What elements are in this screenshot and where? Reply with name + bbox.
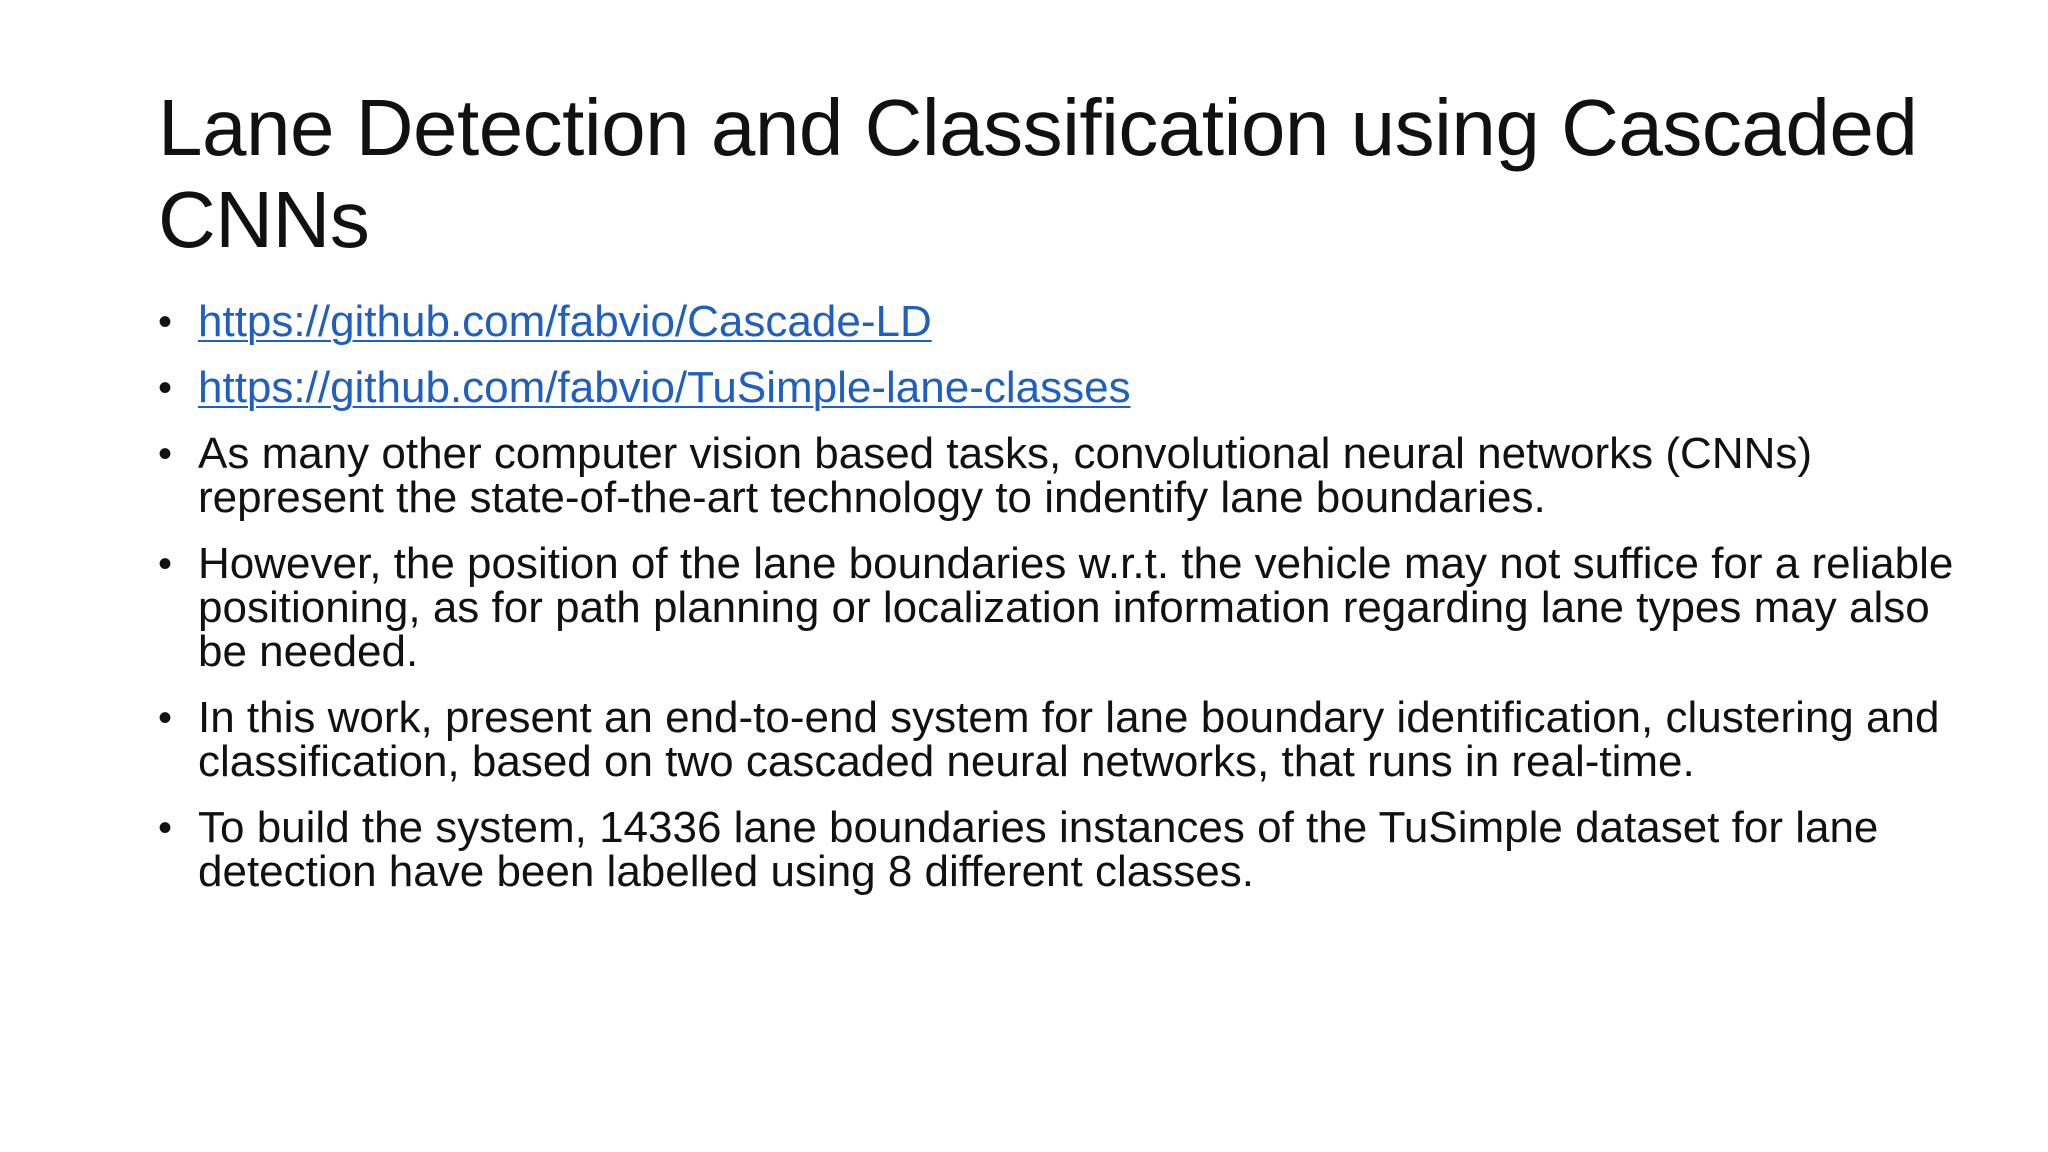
bullet-item-3 xyxy=(158,693,1958,786)
bullet-icon: • xyxy=(158,696,173,740)
bullet-item-link-2 xyxy=(158,363,1958,412)
bullet-text: To build the system, 14336 lane boundaries instances of the TuSimple dataset for lane detection have been labelled using 8 different classes. xyxy=(198,803,1879,896)
bullet-item-4 xyxy=(158,803,1958,896)
bullet-item-2 xyxy=(158,539,1958,676)
tusimple-lane-classes-link[interactable]: https://github.com/fabvio/TuSimple-lane-classes xyxy=(198,363,1131,412)
slide-title: Lane Detection and Classification using Cascaded CNNs xyxy=(158,83,1918,264)
cascade-ld-link[interactable]: https://github.com/fabvio/Cascade-LD xyxy=(198,297,932,346)
bullet-icon: • xyxy=(158,542,173,586)
bullet-icon: • xyxy=(158,806,173,850)
bullet-list xyxy=(158,297,1958,916)
bullet-icon: • xyxy=(158,366,173,410)
bullet-text: In this work, present an end-to-end system for lane boundary identification, clustering and classification, based on two cascaded neural networks, that runs in real-time. xyxy=(198,693,1940,786)
bullet-icon: • xyxy=(158,300,173,344)
bullet-text: As many other computer vision based tasks, convolutional neural networks (CNNs) represent the state-of-the-art technology to indentify lane boundaries. xyxy=(198,429,1813,522)
bullet-item-1 xyxy=(158,429,1958,522)
bullet-text: However, the position of the lane boundaries w.r.t. the vehicle may not suffice for a reliable positioning, as for path planning or localization information regarding lane types may also be needed. xyxy=(198,539,1954,676)
bullet-item-link-1 xyxy=(158,297,1958,346)
bullet-icon: • xyxy=(158,432,173,476)
